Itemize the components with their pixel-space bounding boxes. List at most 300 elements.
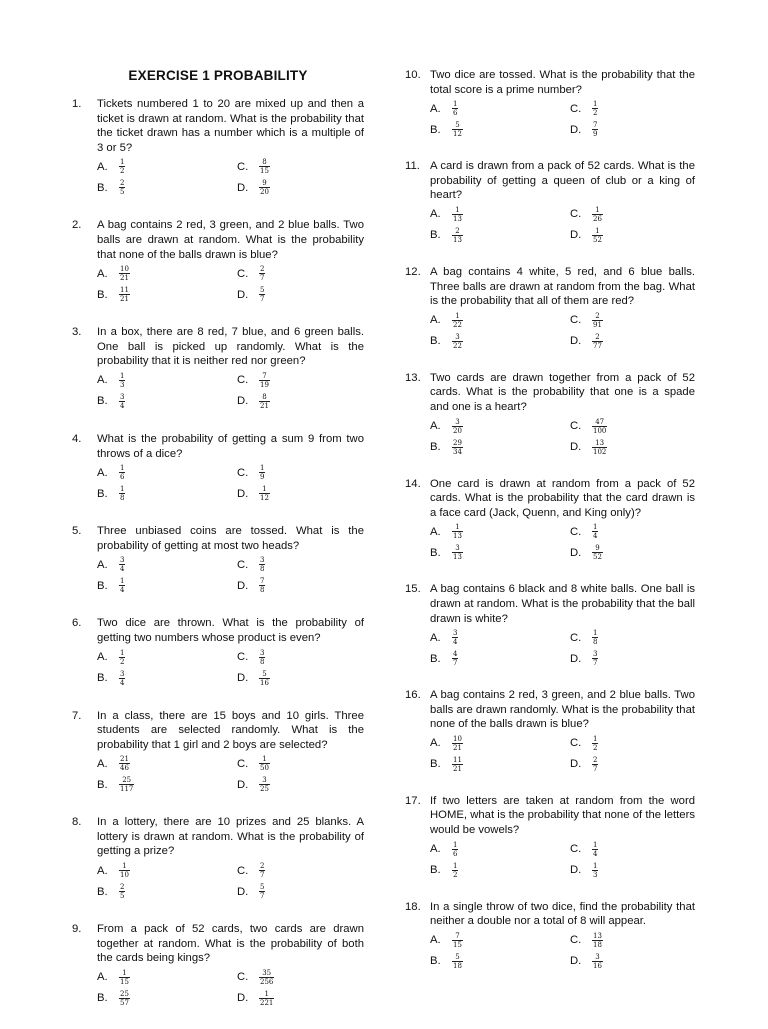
- fraction-numerator: 2: [120, 179, 125, 188]
- option-letter: D.: [570, 955, 582, 968]
- option-fraction: [452, 862, 458, 879]
- fraction-denominator: 13: [453, 214, 462, 223]
- option-letter: C.: [237, 160, 249, 173]
- fraction-numerator: 9: [262, 179, 267, 188]
- option-fraction: [592, 312, 603, 329]
- question-header: [405, 582, 695, 626]
- fraction-numerator: 7: [593, 121, 598, 130]
- question-number: 14.: [405, 477, 421, 490]
- option-fraction: [259, 577, 265, 594]
- fraction-numerator: 2: [595, 332, 600, 341]
- fraction-denominator: 22: [453, 320, 462, 329]
- option-letter: B.: [97, 778, 108, 791]
- answer-options: [97, 370, 364, 412]
- question-list-left: [72, 97, 364, 1009]
- fraction-numerator: 3: [262, 776, 267, 785]
- option-fraction: [452, 439, 463, 456]
- fraction-denominator: 7: [260, 274, 265, 283]
- question-text: In a box, there are 8 red, 7 blue, and 6 green balls. One ball is picked up randomly. What is the probability that it is neither red nor green?: [97, 326, 364, 368]
- option-letter: D.: [237, 395, 249, 408]
- fraction-denominator: 57: [120, 998, 129, 1007]
- answer-option: [237, 483, 357, 504]
- option-letter: D.: [237, 778, 249, 791]
- fraction-denominator: 9: [260, 473, 265, 482]
- fraction-numerator: 1: [120, 648, 125, 657]
- answer-option: [97, 263, 237, 284]
- option-fraction: [259, 158, 270, 175]
- option-letter: A.: [97, 374, 108, 387]
- fraction-numerator: 1: [455, 311, 460, 320]
- fraction-numerator: 11: [120, 286, 129, 295]
- question-header: [405, 688, 695, 732]
- question-header: [72, 709, 364, 753]
- answer-option: [97, 860, 237, 881]
- question-item: [405, 159, 695, 246]
- option-letter: A.: [430, 934, 441, 947]
- answer-option: [237, 554, 357, 575]
- fraction-numerator: 1: [593, 100, 598, 109]
- question-number: 2.: [72, 219, 82, 232]
- option-fraction: [259, 776, 270, 793]
- fraction-numerator: 7: [455, 931, 460, 940]
- question-number: 17.: [405, 794, 421, 807]
- question-text: Two dice are thrown. What is the probability of getting two numbers whose product is even?: [97, 617, 364, 644]
- fraction-numerator: 1: [262, 755, 267, 764]
- fraction-denominator: 52: [593, 235, 602, 244]
- answer-option: [430, 98, 570, 119]
- option-fraction: [119, 577, 125, 594]
- option-letter: D.: [237, 487, 249, 500]
- option-letter: D.: [570, 652, 582, 665]
- answer-option: [97, 575, 237, 596]
- option-fraction: [592, 227, 603, 244]
- answer-option: [97, 988, 237, 1009]
- fraction-numerator: 3: [455, 544, 460, 553]
- answer-options: [430, 310, 695, 352]
- question-item: [405, 265, 695, 352]
- option-fraction: [452, 650, 458, 667]
- option-fraction: [119, 158, 125, 175]
- question-item: [405, 371, 695, 458]
- fraction-numerator: 1: [595, 205, 600, 214]
- fraction-numerator: 1: [120, 371, 125, 380]
- answer-option: [430, 521, 570, 542]
- question-text: Three unbiased coins are tossed. What is the probability of getting at most two heads?: [97, 525, 364, 552]
- option-fraction: [119, 179, 125, 196]
- option-letter: C.: [570, 737, 582, 750]
- fraction-denominator: 256: [260, 977, 274, 986]
- answer-option: [97, 774, 237, 795]
- fraction-denominator: 2: [120, 657, 125, 666]
- question-text: A bag contains 6 black and 8 white balls. One ball is drawn at random. What is the probability that the ball drawn is white?: [430, 583, 695, 625]
- option-letter: A.: [430, 420, 441, 433]
- option-letter: C.: [237, 757, 249, 770]
- option-fraction: [452, 312, 463, 329]
- answer-option: [237, 391, 357, 412]
- question-item: [72, 432, 364, 504]
- fraction-numerator: 5: [455, 952, 460, 961]
- fraction-denominator: 25: [260, 785, 269, 794]
- answer-options: [97, 156, 364, 198]
- option-letter: C.: [570, 843, 582, 856]
- option-fraction: [592, 932, 603, 949]
- answer-option: [97, 668, 237, 689]
- option-letter: B.: [430, 864, 441, 877]
- option-letter: D.: [237, 992, 249, 1005]
- question-header: [405, 794, 695, 838]
- fraction-denominator: 2: [453, 870, 458, 879]
- answer-option: [570, 416, 690, 437]
- option-fraction: [592, 841, 598, 858]
- question-item: [405, 688, 695, 775]
- fraction-numerator: 2: [260, 265, 265, 274]
- option-fraction: [119, 990, 130, 1007]
- answer-option: [97, 554, 237, 575]
- question-header: [405, 477, 695, 521]
- option-fraction: [259, 464, 265, 481]
- question-text: From a pack of 52 cards, two cards are drawn together at random. What is the probability of both the cards being kings?: [97, 923, 364, 965]
- option-letter: A.: [97, 558, 108, 571]
- fraction-denominator: 8: [260, 565, 265, 574]
- answer-options: [430, 416, 695, 458]
- option-fraction: [592, 953, 603, 970]
- answer-option: [237, 370, 357, 391]
- answer-option: [570, 754, 690, 775]
- question-number: 11.: [405, 160, 420, 173]
- answer-option: [570, 930, 690, 951]
- option-fraction: [119, 649, 125, 666]
- fraction-denominator: 5: [120, 892, 125, 901]
- answer-option: [237, 647, 357, 668]
- fraction-numerator: 2: [593, 755, 598, 764]
- fraction-denominator: 13: [453, 553, 462, 562]
- fraction-numerator: 1: [262, 485, 267, 494]
- fraction-numerator: 10: [453, 734, 462, 743]
- answer-option: [570, 331, 690, 352]
- option-fraction: [259, 990, 274, 1007]
- fraction-denominator: 18: [593, 940, 602, 949]
- fraction-denominator: 13: [453, 235, 462, 244]
- option-fraction: [452, 100, 458, 117]
- fraction-denominator: 21: [453, 743, 462, 752]
- fraction-denominator: 7: [593, 659, 598, 668]
- option-letter: C.: [237, 267, 249, 280]
- fraction-denominator: 20: [260, 188, 269, 197]
- question-number: 9.: [72, 923, 82, 936]
- fraction-numerator: 1: [260, 464, 265, 473]
- fraction-denominator: 46: [120, 764, 129, 773]
- option-fraction: [452, 418, 463, 435]
- fraction-numerator: 3: [260, 556, 265, 565]
- fraction-numerator: 1: [120, 577, 125, 586]
- fraction-numerator: 7: [260, 577, 265, 586]
- fraction-denominator: 12: [260, 494, 269, 503]
- option-letter: B.: [97, 672, 108, 684]
- answer-options: [97, 647, 364, 689]
- fraction-numerator: 13: [593, 931, 602, 940]
- answer-option: [237, 967, 357, 988]
- question-number: 1.: [72, 98, 82, 110]
- option-letter: C.: [237, 466, 249, 479]
- fraction-numerator: 2: [455, 226, 460, 235]
- option-letter: D.: [237, 885, 249, 898]
- option-letter: C.: [570, 314, 582, 327]
- option-fraction: [119, 556, 125, 573]
- fraction-numerator: 1: [593, 734, 598, 743]
- question-number: 7.: [72, 709, 82, 722]
- answer-option: [430, 733, 570, 754]
- option-letter: C.: [570, 934, 582, 947]
- answer-option: [570, 119, 690, 140]
- option-letter: A.: [430, 102, 441, 115]
- option-fraction: [452, 735, 463, 752]
- fraction-numerator: 1: [453, 840, 458, 849]
- question-number: 4.: [72, 432, 82, 445]
- option-letter: C.: [570, 420, 582, 433]
- answer-option: [570, 310, 690, 331]
- option-letter: C.: [237, 651, 249, 663]
- fraction-denominator: 6: [120, 473, 125, 482]
- option-fraction: [452, 121, 463, 138]
- option-fraction: [452, 629, 458, 646]
- answer-options: [97, 753, 364, 795]
- option-letter: B.: [430, 229, 441, 242]
- question-number: 15.: [405, 583, 421, 596]
- fraction-numerator: 1: [593, 523, 598, 532]
- option-fraction: [119, 393, 125, 410]
- question-number: 5.: [72, 525, 82, 538]
- question-item: [72, 218, 364, 305]
- answer-options: [430, 930, 695, 972]
- question-header: [72, 325, 364, 369]
- question-text: A card is drawn from a pack of 52 cards. What is the probability of getting a queen of club or a king of heart?: [430, 160, 695, 202]
- option-letter: A.: [97, 160, 108, 173]
- fraction-numerator: 1: [593, 861, 598, 870]
- answer-option: [97, 753, 237, 774]
- answer-options: [97, 967, 364, 1009]
- fraction-denominator: 7: [453, 659, 458, 668]
- question-text: In a class, there are 15 boys and 10 girls. Three students are selected randomly. What is the probability that 1 girl and 2 boys are selected?: [97, 709, 364, 751]
- answer-option: [97, 967, 237, 988]
- answer-option: [237, 462, 357, 483]
- fraction-denominator: 117: [120, 785, 134, 794]
- question-header: [72, 815, 364, 859]
- option-fraction: [259, 556, 265, 573]
- fraction-denominator: 4: [120, 565, 125, 574]
- option-fraction: [259, 883, 265, 900]
- answer-option: [430, 627, 570, 648]
- option-letter: A.: [430, 737, 441, 750]
- option-fraction: [452, 953, 463, 970]
- answer-option: [430, 930, 570, 951]
- answer-option: [237, 988, 357, 1009]
- answer-options: [430, 204, 695, 246]
- answer-options: [97, 263, 364, 305]
- option-fraction: [119, 265, 130, 282]
- option-fraction: [592, 735, 598, 752]
- question-item: [72, 524, 364, 596]
- fraction-numerator: 47: [595, 417, 605, 426]
- answer-option: [237, 177, 357, 198]
- fraction-denominator: 21: [120, 274, 129, 283]
- fraction-denominator: 8: [260, 657, 265, 666]
- question-item: [405, 477, 695, 564]
- answer-options: [430, 521, 695, 563]
- option-fraction: [592, 333, 603, 350]
- answer-option: [97, 647, 237, 668]
- question-header: [72, 616, 364, 645]
- option-letter: D.: [237, 579, 249, 592]
- fraction-denominator: 102: [593, 447, 607, 456]
- answer-option: [570, 733, 690, 754]
- fraction-numerator: 2: [595, 311, 600, 320]
- fraction-numerator: 13: [595, 438, 605, 447]
- question-header: [72, 97, 364, 155]
- answer-option: [237, 156, 357, 177]
- fraction-denominator: 21: [120, 295, 129, 304]
- fraction-denominator: 3: [120, 380, 125, 389]
- option-fraction: [592, 650, 598, 667]
- fraction-numerator: 1: [455, 205, 460, 214]
- fraction-numerator: 1: [453, 861, 458, 870]
- answer-option: [570, 437, 690, 458]
- option-fraction: [452, 932, 463, 949]
- fraction-denominator: 4: [120, 586, 125, 595]
- option-fraction: [452, 523, 463, 540]
- question-item: [72, 325, 364, 412]
- fraction-denominator: 8: [593, 638, 598, 647]
- fraction-numerator: 4: [453, 650, 458, 659]
- fraction-denominator: 21: [260, 401, 269, 410]
- answer-option: [430, 119, 570, 140]
- fraction-denominator: 19: [260, 380, 269, 389]
- question-header: [72, 432, 364, 461]
- fraction-numerator: 5: [260, 883, 265, 892]
- option-fraction: [119, 969, 130, 986]
- fraction-numerator: 3: [260, 648, 265, 657]
- answer-option: [237, 774, 357, 795]
- fraction-numerator: 1: [120, 158, 125, 167]
- answer-option: [97, 462, 237, 483]
- answer-option: [237, 263, 357, 284]
- question-list-right: [405, 68, 695, 972]
- question-text: A bag contains 2 red, 3 green, and 2 blue balls. Two balls are drawn randomly. What is the probability that none of the balls drawn is blue?: [430, 689, 695, 731]
- question-item: [405, 794, 695, 881]
- answer-option: [430, 542, 570, 563]
- fraction-denominator: 8: [260, 586, 265, 595]
- question-header: [405, 900, 695, 929]
- option-letter: C.: [570, 102, 582, 115]
- question-text: Tickets numbered 1 to 20 are mixed up and then a ticket is drawn at random. What is the probability that the ticket drawn has a number which is a multiple of 3 or 5?: [97, 98, 364, 154]
- option-fraction: [259, 393, 270, 410]
- fraction-denominator: 4: [593, 532, 598, 541]
- question-header: [72, 922, 364, 966]
- option-letter: B.: [430, 123, 441, 136]
- fraction-numerator: 5: [455, 121, 460, 130]
- option-fraction: [592, 523, 598, 540]
- answer-option: [570, 839, 690, 860]
- question-text: A bag contains 2 red, 3 green, and 2 blue balls. Two balls are drawn at random. What is the probability that none of the balls drawn is blue?: [97, 219, 364, 261]
- option-letter: B.: [97, 992, 108, 1005]
- option-letter: A.: [97, 971, 108, 984]
- option-letter: A.: [430, 314, 441, 327]
- answer-option: [97, 370, 237, 391]
- option-fraction: [259, 265, 265, 282]
- fraction-numerator: 1: [122, 862, 127, 871]
- option-fraction: [119, 670, 125, 687]
- fraction-numerator: 5: [262, 669, 267, 678]
- fraction-denominator: 4: [120, 678, 125, 687]
- answer-option: [97, 156, 237, 177]
- answer-option: [237, 860, 357, 881]
- answer-option: [570, 951, 690, 972]
- fraction-numerator: 1: [264, 989, 269, 998]
- answer-option: [430, 225, 570, 246]
- option-letter: A.: [430, 843, 441, 856]
- fraction-numerator: 1: [455, 523, 460, 532]
- option-letter: A.: [97, 757, 108, 770]
- option-fraction: [119, 485, 125, 502]
- fraction-denominator: 7: [593, 764, 598, 773]
- answer-option: [430, 951, 570, 972]
- fraction-denominator: 4: [593, 849, 598, 858]
- option-letter: A.: [97, 267, 108, 280]
- question-text: If two letters are taken at random from the word HOME, what is the probability that none of the letters would be vowels?: [430, 794, 695, 837]
- option-letter: B.: [97, 288, 108, 301]
- answer-options: [430, 627, 695, 669]
- fraction-numerator: 5: [260, 286, 265, 295]
- fraction-denominator: 6: [453, 109, 458, 118]
- option-fraction: [592, 418, 607, 435]
- option-fraction: [259, 969, 274, 986]
- fraction-denominator: 50: [260, 764, 269, 773]
- option-letter: C.: [237, 558, 249, 571]
- fraction-denominator: 6: [453, 849, 458, 858]
- fraction-denominator: 9: [593, 130, 598, 139]
- fraction-numerator: 25: [122, 776, 132, 785]
- question-text: In a lottery, there are 10 prizes and 25 blanks. A lottery is drawn at random. What is the probability of getting a prize?: [97, 816, 364, 858]
- answer-options: [97, 554, 364, 596]
- question-number: 18.: [405, 900, 421, 913]
- fraction-denominator: 4: [120, 401, 125, 410]
- question-item: [405, 900, 695, 972]
- fraction-denominator: 5: [120, 188, 125, 197]
- option-fraction: [259, 485, 270, 502]
- answer-option: [237, 881, 357, 902]
- option-letter: A.: [97, 864, 108, 877]
- option-fraction: [452, 756, 463, 773]
- fraction-numerator: 2: [120, 883, 125, 892]
- option-fraction: [592, 862, 598, 879]
- option-fraction: [259, 372, 270, 389]
- fraction-numerator: 1: [120, 464, 125, 473]
- fraction-numerator: 25: [120, 989, 129, 998]
- fraction-numerator: 3: [455, 417, 460, 426]
- fraction-numerator: 8: [262, 392, 267, 401]
- fraction-denominator: 10: [120, 871, 129, 880]
- option-letter: C.: [570, 525, 582, 538]
- fraction-numerator: 3: [120, 556, 125, 565]
- fraction-denominator: 52: [593, 553, 602, 562]
- fraction-denominator: 22: [453, 341, 462, 350]
- answer-option: [97, 391, 237, 412]
- question-number: 12.: [405, 265, 421, 278]
- answer-option: [430, 437, 570, 458]
- answer-option: [430, 310, 570, 331]
- question-item: [72, 616, 364, 688]
- fraction-denominator: 2: [120, 167, 125, 176]
- answer-option: [570, 204, 690, 225]
